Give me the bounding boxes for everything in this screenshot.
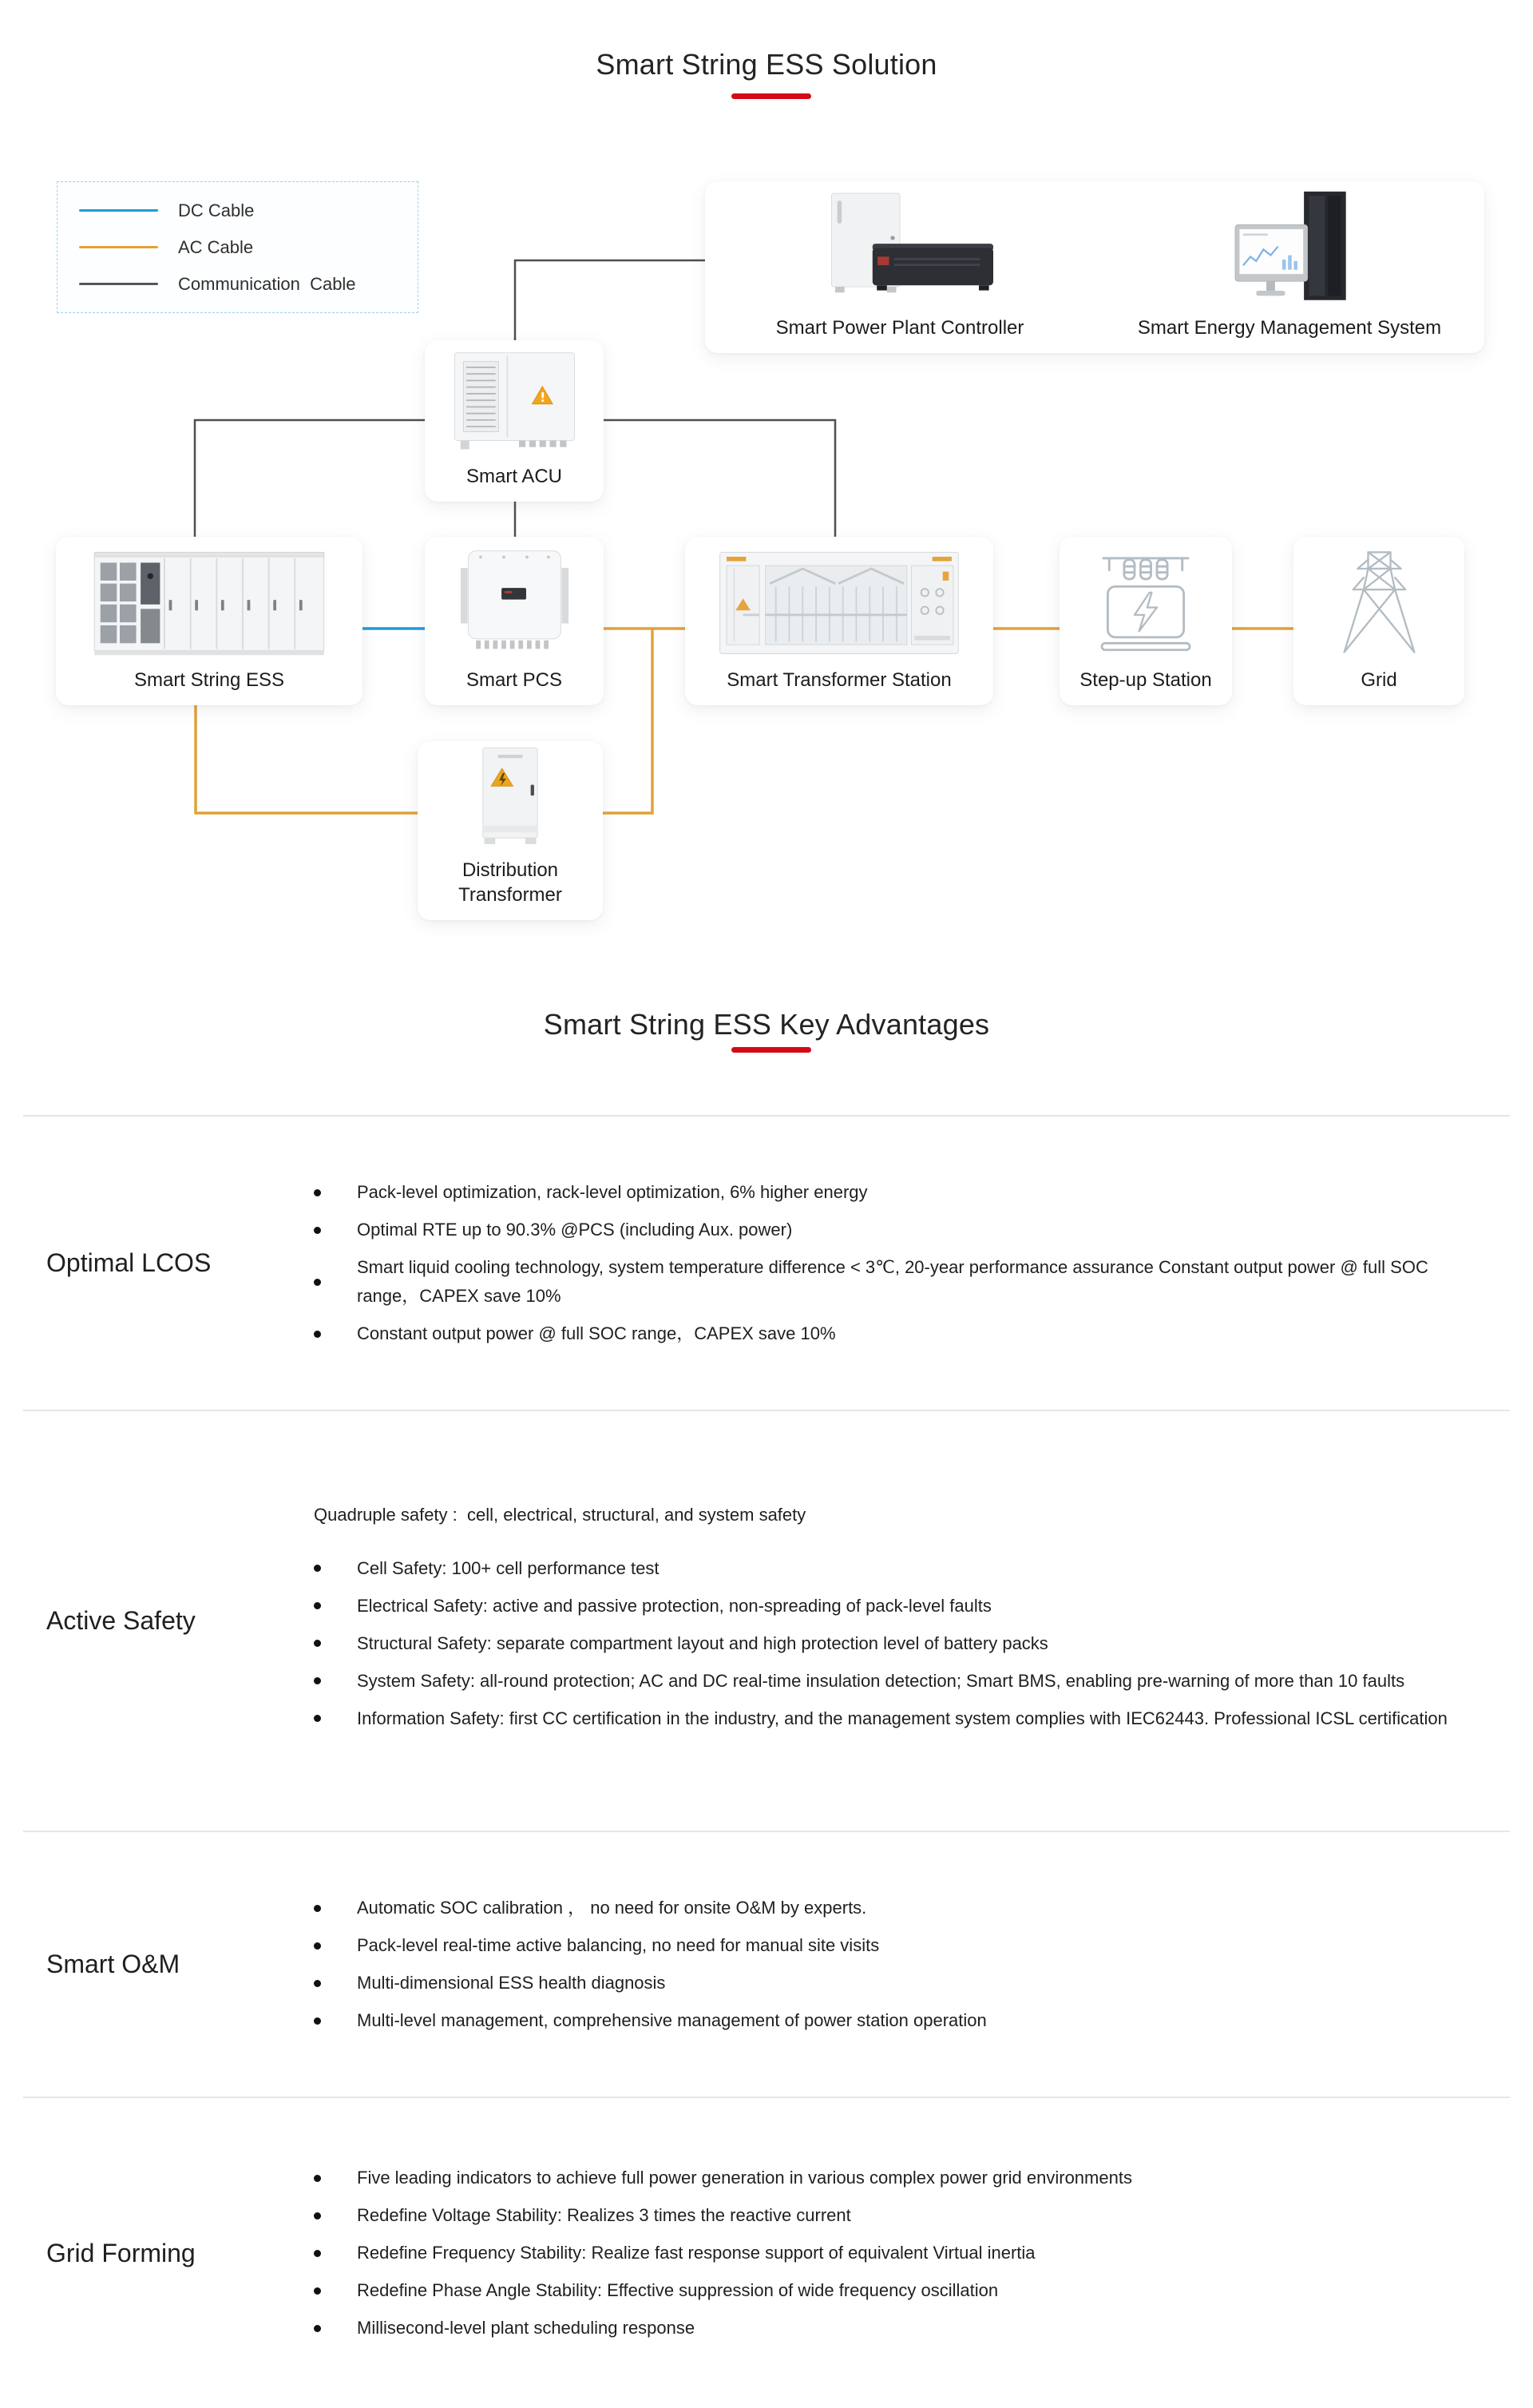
- management-card: [705, 181, 1484, 353]
- smart-energy-management-system-label: Smart Energy Management System: [1137, 316, 1442, 339]
- bullet-item: [314, 2276, 1483, 2305]
- stepup-station-icon: [1060, 537, 1232, 668]
- legend-row-comm: [79, 274, 418, 295]
- bullet-item: [314, 1894, 1483, 1922]
- smart-string-ess-label: Smart String ESS: [133, 668, 285, 691]
- bullet-item: [314, 1931, 1483, 1960]
- cable-legend: [57, 181, 418, 313]
- bullet-dot: [314, 2212, 321, 2220]
- bullet-item: [314, 2164, 1483, 2192]
- bullet-dot: [314, 1715, 321, 1722]
- bullet-item: [314, 2239, 1483, 2267]
- bullet-text: Smart liquid cooling technology, system temperature difference < 3℃, 20-year performance assurance Constant output power @ full SOC range，CAPEX save 10%: [357, 1257, 1433, 1306]
- section-title: Grid Forming: [46, 2238, 196, 2267]
- bullet-text: Multi-dimensional ESS health diagnosis: [357, 1973, 666, 1993]
- grid-card: [1293, 537, 1464, 705]
- section-label-active-safety: [23, 1411, 314, 1831]
- section-title: Optimal LCOS: [46, 1248, 212, 1277]
- bullet-item: [314, 2201, 1483, 2230]
- advantages-table: [23, 1115, 1510, 2408]
- bullet-dot: [314, 1279, 321, 1286]
- section-label-smart-om: [23, 1832, 314, 2097]
- bullet-text: System Safety: all-round protection; AC and DC real-time insulation detection; Smart BMS, enabling pre-warning of more than 10 faults: [357, 1670, 1405, 1691]
- bullet-dot: [314, 1227, 321, 1234]
- bullet-item: [314, 2314, 1483, 2343]
- dc-cable-label: DC Cable: [178, 200, 255, 220]
- section-optimal-lcos: [23, 1115, 1510, 1410]
- legend-row-dc: [79, 200, 418, 221]
- cable-connections: [0, 0, 1533, 998]
- bullet-item: [314, 1592, 1483, 1621]
- bullet-text: Multi-level management, comprehensive management of power station operation: [357, 2010, 987, 2030]
- smart-power-plant-controller-label: Smart Power Plant Controller: [775, 316, 1024, 339]
- advantages-title: Smart String ESS Key Advantages: [543, 1008, 990, 1041]
- smart-acu-card: [425, 340, 604, 502]
- bullet-text: Millisecond-level plant scheduling response: [357, 2318, 695, 2338]
- smart-transformer-station-image: [685, 537, 993, 668]
- solution-title: Smart String ESS Solution: [596, 48, 937, 81]
- bullet-text: Optimal RTE up to 90.3% @PCS (including Aux. power): [357, 1220, 793, 1240]
- ac-cable-label: AC Cable: [178, 236, 254, 257]
- comm-cable-acu-to-transformer-station: [604, 420, 835, 541]
- section-label-grid-forming: [23, 2098, 314, 2408]
- smart-transformer-station-card: [685, 537, 993, 705]
- smart-pcs-label: Smart PCS: [465, 668, 563, 691]
- bullet-item: [314, 2006, 1483, 2035]
- bullet-text: Redefine Voltage Stability: Realizes 3 times the reactive current: [357, 2205, 851, 2225]
- bullet-text: Electrical Safety: active and passive protection, non-spreading of pack-level faults: [357, 1595, 992, 1616]
- bullet-item: [314, 1629, 1483, 1658]
- section-title: Active Safety: [46, 1606, 196, 1635]
- bullet-dot: [314, 1677, 321, 1684]
- distribution-transformer-label: Distribution Transformer: [458, 859, 562, 906]
- stepup-station-label: Step-up Station: [1079, 668, 1212, 691]
- bullet-dot: [314, 2287, 321, 2295]
- communication-cable-swatch: [79, 283, 158, 285]
- bullet-text: Automatic SOC calibration ， no need for onsite O&M by experts.: [357, 1898, 867, 1918]
- bullet-text: Information Safety: first CC certification in the industry, and the management system complies with IEC62443. Professional ICSL certification: [357, 1708, 1448, 1728]
- bullet-text: Cell Safety: 100+ cell performance test: [357, 1557, 660, 1578]
- bullet-dot: [314, 1602, 321, 1609]
- bullet-dot: [314, 1565, 321, 1572]
- bullet-text: Five leading indicators to achieve full power generation in various complex power grid environments: [357, 2168, 1132, 2188]
- dc-cable-swatch: [79, 209, 158, 212]
- smart-string-ess-card: [56, 537, 362, 705]
- section-grid-forming: [23, 2097, 1510, 2408]
- smart-pcs-card: [425, 537, 604, 705]
- bullet-dot: [314, 1905, 321, 1912]
- bullet-dot: [314, 1980, 321, 1987]
- bullet-dot: [314, 1942, 321, 1950]
- section-label-optimal-lcos: [23, 1117, 314, 1410]
- bullet-dot: [314, 2325, 321, 2332]
- bullet-item: [314, 1319, 1483, 1348]
- bullet-item: [314, 1216, 1483, 1244]
- bullet-text: Redefine Phase Angle Stability: Effective suppression of wide frequency oscillation: [357, 2280, 999, 2300]
- grid-tower-icon: [1293, 537, 1464, 668]
- smart-pcs-image: [425, 537, 604, 668]
- smart-acu-label: Smart ACU: [465, 465, 563, 487]
- bullet-text: Structural Safety: separate compartment layout and high protection level of battery packs: [357, 1632, 1048, 1653]
- ems-block: [1095, 181, 1484, 353]
- bullet-dot: [314, 1331, 321, 1338]
- quadruple-safety-intro: Quadruple safety : cell, electrical, structural, and system safety: [314, 1504, 806, 1525]
- advantages-title-underline: [731, 1047, 811, 1053]
- section-smart-om: [23, 1831, 1510, 2097]
- legend-row-ac: [79, 237, 418, 258]
- ac-cable-swatch: [79, 246, 158, 248]
- grid-label: Grid: [1361, 668, 1397, 691]
- stepup-station-card: [1060, 537, 1232, 705]
- bullet-item: [314, 1554, 1483, 1583]
- smart-acu-image: [425, 340, 604, 464]
- bullet-text: Pack-level optimization, rack-level optimization, 6% higher energy: [357, 1182, 868, 1202]
- bullet-dot: [314, 2175, 321, 2182]
- bullet-text: Redefine Frequency Stability: Realize fast response support of equivalent Virtual inertia: [357, 2243, 1036, 2263]
- comm-cable-ess-to-acu: [195, 420, 425, 537]
- section-body-optimal-lcos: [314, 1117, 1510, 1410]
- smart-energy-management-system-image: [1095, 181, 1484, 315]
- bullet-item: [314, 1667, 1483, 1696]
- bullet-text: Constant output power @ full SOC range，CAPEX save 10%: [357, 1323, 836, 1343]
- section-body-grid-forming: [314, 2098, 1510, 2408]
- communication-cable-label: Communication Cable: [178, 273, 356, 294]
- section-active-safety: [23, 1410, 1510, 1831]
- bullet-item: [314, 1969, 1483, 1997]
- smart-power-plant-controller-image: [705, 181, 1095, 315]
- smart-string-ess-image: [56, 537, 362, 668]
- bullet-item: [314, 1704, 1483, 1733]
- bullet-dot: [314, 1189, 321, 1196]
- section-body-smart-om: [314, 1832, 1510, 2097]
- bullet-dot: [314, 2017, 321, 2025]
- ac-cable-branch-to-dist-transformer: [603, 629, 652, 813]
- distribution-transformer-image: [418, 741, 603, 858]
- ac-cable-ess-to-dist-transformer: [196, 705, 418, 813]
- distribution-transformer-card: [418, 741, 603, 920]
- bullet-text: Pack-level real-time active balancing, no need for manual site visits: [357, 1935, 880, 1955]
- comm-cable-acu-to-controller: [515, 260, 708, 340]
- section-body-active-safety: [314, 1411, 1510, 1831]
- bullet-dot: [314, 1640, 321, 1647]
- smart-transformer-station-label: Smart Transformer Station: [727, 668, 952, 691]
- section-title: Smart O&M: [46, 1950, 180, 1978]
- solution-title-underline: [731, 93, 811, 99]
- controller-block: [705, 181, 1095, 353]
- bullet-dot: [314, 2250, 321, 2257]
- bullet-item: [314, 1253, 1483, 1311]
- bullet-item: [314, 1178, 1483, 1207]
